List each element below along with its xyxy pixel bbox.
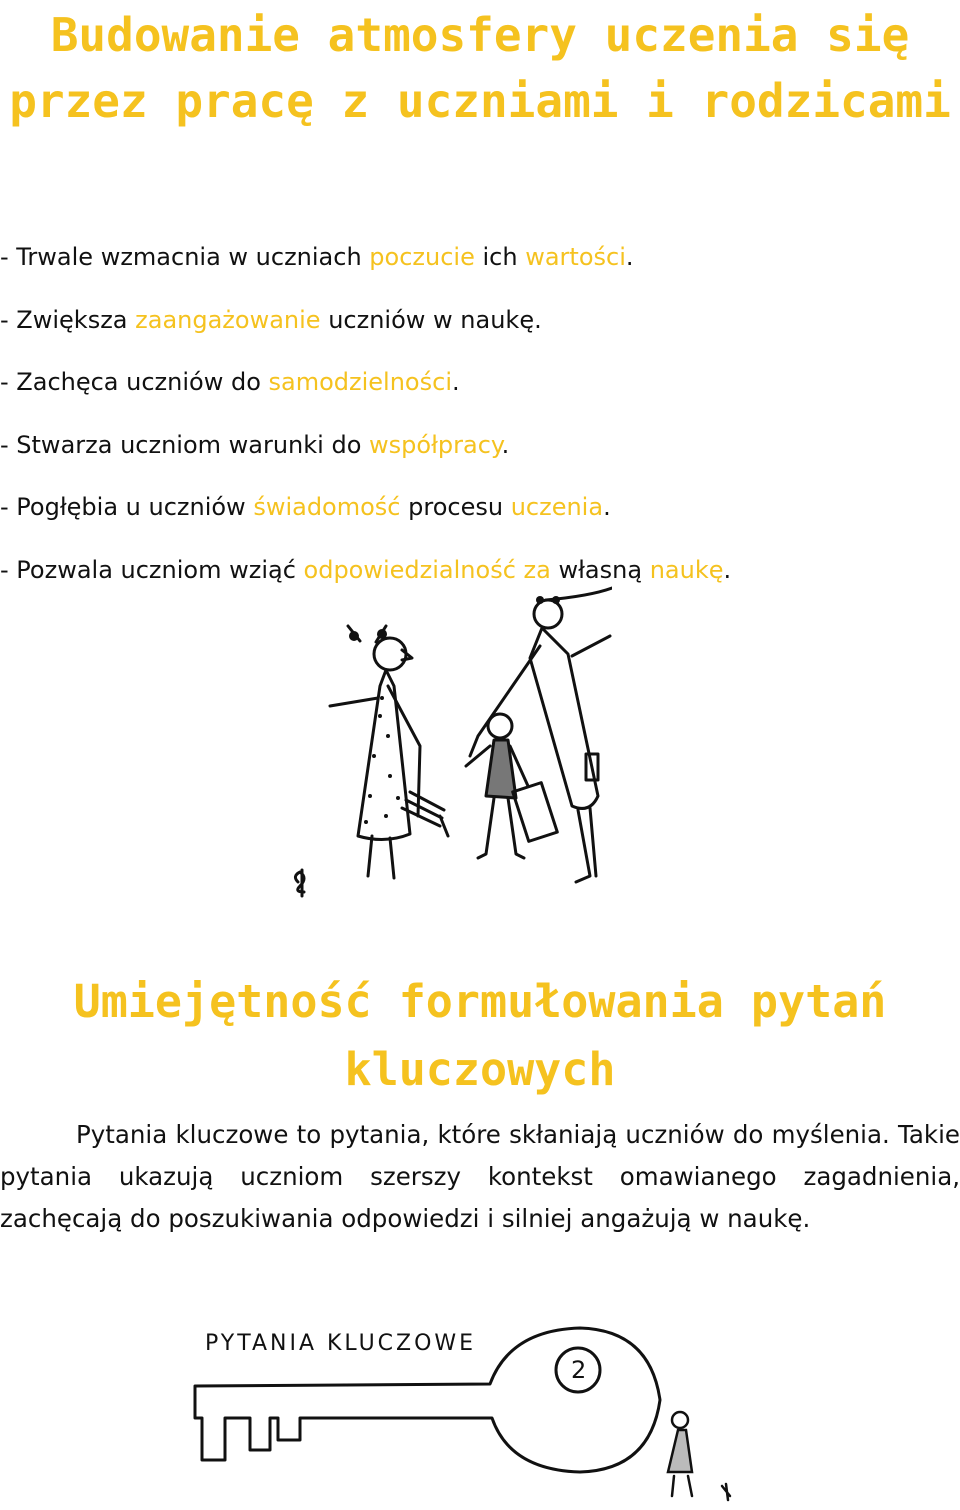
list-item-text: uczniów w naukę. xyxy=(320,305,542,334)
list-item-text: własną xyxy=(550,555,650,584)
list-item-highlight: współpracy xyxy=(369,430,502,459)
list-item-highlight: samodzielności xyxy=(268,368,452,396)
list-item-text: - Pozwala uczniom wziąć xyxy=(0,555,304,584)
family-illustration xyxy=(290,586,612,908)
list-item-highlight: naukę xyxy=(649,555,724,584)
list-item-highlight: wartości xyxy=(525,243,626,271)
body-paragraph xyxy=(0,1114,960,1240)
list-item xyxy=(0,414,731,477)
section-title: Umiejętność formułowania pytań kluczowych xyxy=(73,975,887,1096)
list-item-text: . xyxy=(501,430,510,459)
key-illustration xyxy=(180,1300,735,1505)
list-item-text: - Zachęca uczniów do xyxy=(0,368,269,396)
list-item-highlight: odpowiedzialność za xyxy=(303,555,551,584)
key-number: 2 xyxy=(571,1356,587,1384)
list-item-text: . xyxy=(603,493,611,521)
list-item xyxy=(0,289,731,352)
list-item xyxy=(0,351,731,414)
list-item-text: . xyxy=(625,243,634,271)
page-title: Budowanie atmosfery uczenia się przez pracę z uczniami i rodzicami xyxy=(9,8,951,128)
list-item-text: . xyxy=(451,368,460,396)
list-item-highlight: zaangażowanie xyxy=(135,305,321,334)
list-item-text: - Pogłębia u uczniów xyxy=(0,493,254,521)
list-item-text: procesu xyxy=(400,493,511,521)
list-item-text: - Stwarza uczniom warunki do xyxy=(0,430,370,459)
list-item-highlight: poczucie xyxy=(369,243,475,271)
list-item-text: - Trwale wzmacnia w uczniach xyxy=(0,243,370,271)
list-item-highlight: uczenia xyxy=(510,493,604,521)
key-caption: PYTANIA KLUCZOWE xyxy=(205,1331,477,1356)
list-item-highlight: świadomość xyxy=(253,493,401,521)
list-item xyxy=(0,476,731,539)
list-item-text: - Zwiększa xyxy=(0,305,136,334)
list-item-text: ich xyxy=(474,243,526,271)
paragraph-text: Pytania kluczowe to pytania, które skłaniają uczniów do myślenia. Takie pytania ukazują uczniom szerszy kontekst omawianego zagadnienia, zachęcają do poszukiwania odpowiedzi i silniej angażują w naukę. xyxy=(0,1120,960,1233)
list-item-text: . xyxy=(723,555,732,584)
list-item xyxy=(0,226,731,289)
benefits-list xyxy=(0,226,731,601)
